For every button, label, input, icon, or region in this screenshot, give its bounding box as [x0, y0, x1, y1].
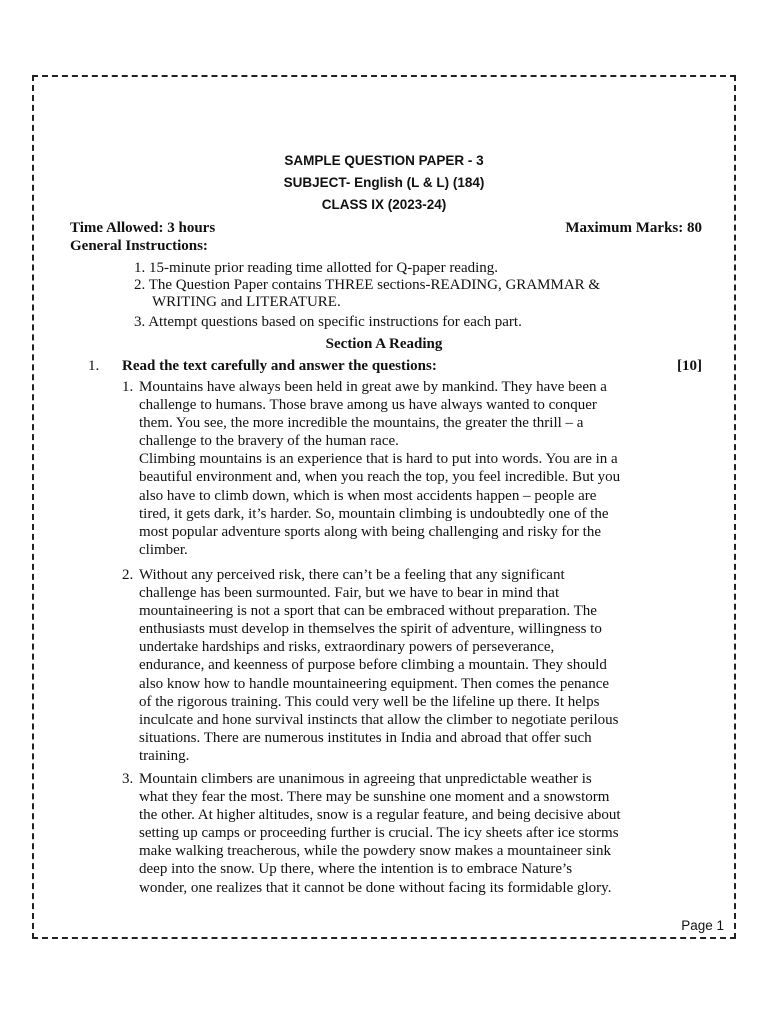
instructions-heading: General Instructions:	[70, 238, 208, 254]
passage-line: enthusiasts must develop in themselves the spirit of adventure, willingness to	[139, 621, 602, 638]
passage-line: endurance, and keenness of purpose before climbing a mountain. They should	[139, 657, 607, 674]
passage-line: make walking treacherous, while the powdery snow makes a mountaineer sink	[139, 843, 611, 860]
question-number: 1.	[88, 358, 100, 374]
passage-line: deep into the snow. Up there, where the intention is to embrace Nature’s	[139, 861, 573, 878]
passage-line: also know how to handle mountaineering equipment. Then comes the penance	[139, 675, 610, 692]
passage-line: Climbing mountains is an experience that is hard to put into words. You are in a	[139, 451, 618, 468]
passage-line: challenge to humans. Those brave among us have always wanted to conquer	[139, 397, 597, 414]
passage-paragraph	[122, 566, 702, 765]
paragraph-number: 2.	[122, 567, 134, 583]
passage-line: Mountain climbers are unanimous in agreeing that unpredictable weather is	[139, 771, 592, 787]
question-marks: [10]	[677, 358, 702, 374]
passage-line: training.	[139, 747, 190, 764]
passage-line: inculcate and hone survival instincts that allow the climber to negotiate perilous	[139, 711, 619, 728]
passage-line: situations. There are numerous institutes in India and abroad that offer such	[139, 729, 592, 746]
passage-line: Without any perceived risk, there can’t be a feeling that any significant	[139, 567, 565, 583]
instruction-item-continued: WRITING and LITERATURE.	[152, 294, 341, 310]
passage-paragraph	[122, 770, 702, 897]
passage-line: undertake hardships and risks, extraordinary powers of perseverance,	[139, 639, 555, 656]
paragraph-number: 1.	[122, 379, 134, 395]
passage-line: also have to climb down, which is when most accidents happen – people are	[139, 487, 597, 504]
passage-line: Mountains have always been held in great awe by mankind. They have been a	[139, 379, 607, 395]
instruction-item: 2. The Question Paper contains THREE sections-READING, GRAMMAR &	[134, 277, 601, 293]
passage-line: most popular adventure sports along with being challenging and risky for the	[139, 523, 601, 540]
instruction-item: 3. Attempt questions based on specific instructions for each part.	[134, 314, 522, 330]
passage-line: challenge has been surmounted. Fair, but we have to bear in mind that	[139, 585, 560, 602]
passage-line: the other. At higher altitudes, snow is a regular feature, and being decisive about	[139, 807, 621, 824]
passage-line: mountaineering is not a sport that can be embraced without preparation. The	[139, 603, 597, 620]
passage-paragraph	[122, 378, 702, 559]
passage-line: tired, it gets dark, it’s harder. So, mountain climbing is undoubtedly one of the	[139, 505, 609, 522]
class-line: CLASS IX (2023-24)	[321, 197, 447, 212]
passage-line: of the rigorous training. This could very well be the lifeline up there. It helps	[139, 693, 600, 710]
section-title: Section A Reading	[325, 336, 443, 352]
page-number: Page 1	[681, 918, 724, 933]
question-instruction: Read the text carefully and answer the questions:	[122, 358, 437, 374]
passage-line: what they fear the most. There may be sunshine one moment and a snowstorm	[139, 789, 610, 806]
passage-line: wonder, one realizes that it cannot be done without facing its formidable glory.	[139, 879, 612, 896]
instruction-item: 1. 15-minute prior reading time allotted for Q-paper reading.	[134, 260, 499, 276]
subject-line: SUBJECT- English (L & L) (184)	[283, 175, 485, 190]
passage-line: them. You see, the more incredible the mountains, the greater the thrill – a	[139, 415, 584, 432]
paragraph-number: 3.	[122, 771, 134, 787]
time-allowed: Time Allowed: 3 hours	[70, 220, 216, 236]
passage-line: challenge to the bravery of the human race.	[139, 433, 399, 450]
passage-line: beautiful environment and, when you reach the top, you feel incredible. But you	[139, 469, 621, 486]
passage-line: climber.	[139, 541, 188, 558]
maximum-marks: Maximum Marks: 80	[565, 220, 702, 236]
paper-title: SAMPLE QUESTION PAPER - 3	[284, 153, 484, 168]
passage-line: setting up camps or proceeding further is crucial. The icy sheets after ice storms	[139, 825, 619, 842]
